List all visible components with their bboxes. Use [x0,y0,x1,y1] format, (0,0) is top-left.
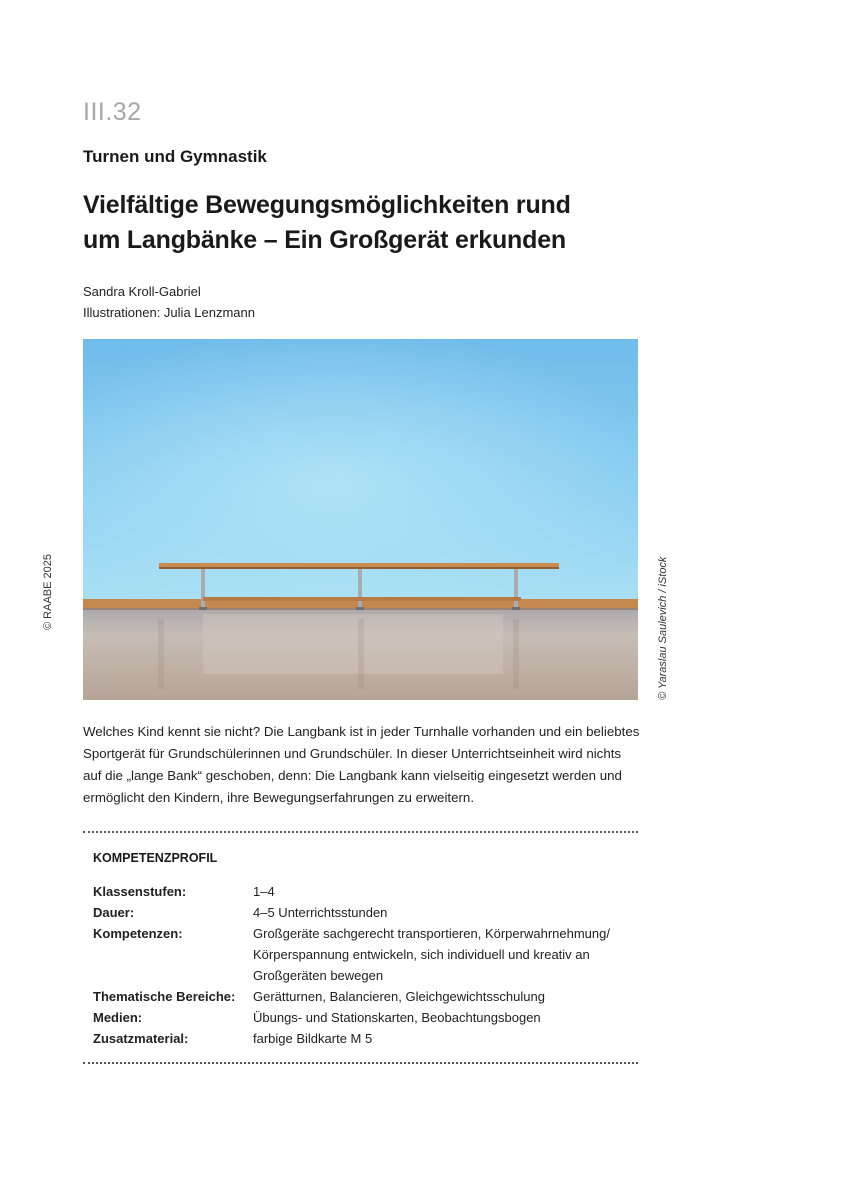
kp-value: Gerätturnen, Balancieren, Gleichgewichtsschulung [253,989,545,1004]
kp-row-medien [93,1007,638,1028]
kp-row-thematische-bereiche [93,986,638,1007]
kp-row-klassenstufen [93,881,638,902]
kp-value: 4–5 Unterrichtsstunden [253,905,388,920]
section-heading: Turnen und Gymnastik [83,147,267,166]
kp-label: Medien: [93,1010,143,1025]
divider-top [83,831,638,833]
illustrator-credit: Illustrationen: Julia Lenzmann [83,305,255,320]
kp-row-dauer [93,902,638,923]
side-copyright: © RAABE 2025 [42,554,54,630]
author-name: Sandra Kroll-Gabriel [83,284,201,299]
bench-photo [83,339,638,700]
kp-label: Dauer: [93,905,135,920]
kp-value: farbige Bildkarte M 5 [253,1031,373,1046]
bench-illustration [83,339,638,700]
photo-credit: © Yaraslau Saulevich / iStock [657,556,669,700]
kp-value: 1–4 [253,884,275,899]
kp-label: Klassenstufen: [93,884,187,899]
kp-value: Großgeräte sachgerecht transportieren, Körperwahrnehmung/ Körperspannung entwickeln, sich individuell und kreativ an Großgeräten bewegen [253,926,610,983]
kompetenzprofil-title: KOMPETENZPROFIL [93,851,218,865]
kp-value: Übungs- und Stationskarten, Beobachtungsbogen [253,1010,541,1025]
unit-code: III.32 [83,98,142,126]
title-line-2: um Langbänke – Ein Großgerät erkunden [83,226,566,254]
kp-row-zusatzmaterial [93,1028,638,1049]
kp-label: Zusatzmaterial: [93,1031,189,1046]
page-title [83,188,643,258]
intro-paragraph: Welches Kind kennt sie nicht? Die Langbank ist in jeder Turnhalle vorhanden und ein beliebtes Sportgerät für Grundschülerinnen und Grundschüler. In dieser Unterrichtseinheit wird nichts auf die „lange Bank“ geschoben, denn: Die Langbank kann vielseitig eingesetzt werden und ermöglicht den Kindern, ihre Bewegungserfahrungen zu erweitern. [83,724,640,805]
title-line-1: Vielfältige Bewegungsmöglichkeiten rund [83,191,571,219]
divider-bottom [83,1062,638,1064]
author-block [83,281,255,323]
kp-label: Kompetenzen: [93,926,183,941]
kp-row-kompetenzen [93,923,638,986]
kompetenzprofil-table [93,881,638,1049]
kp-label: Thematische Bereiche: [93,989,236,1004]
